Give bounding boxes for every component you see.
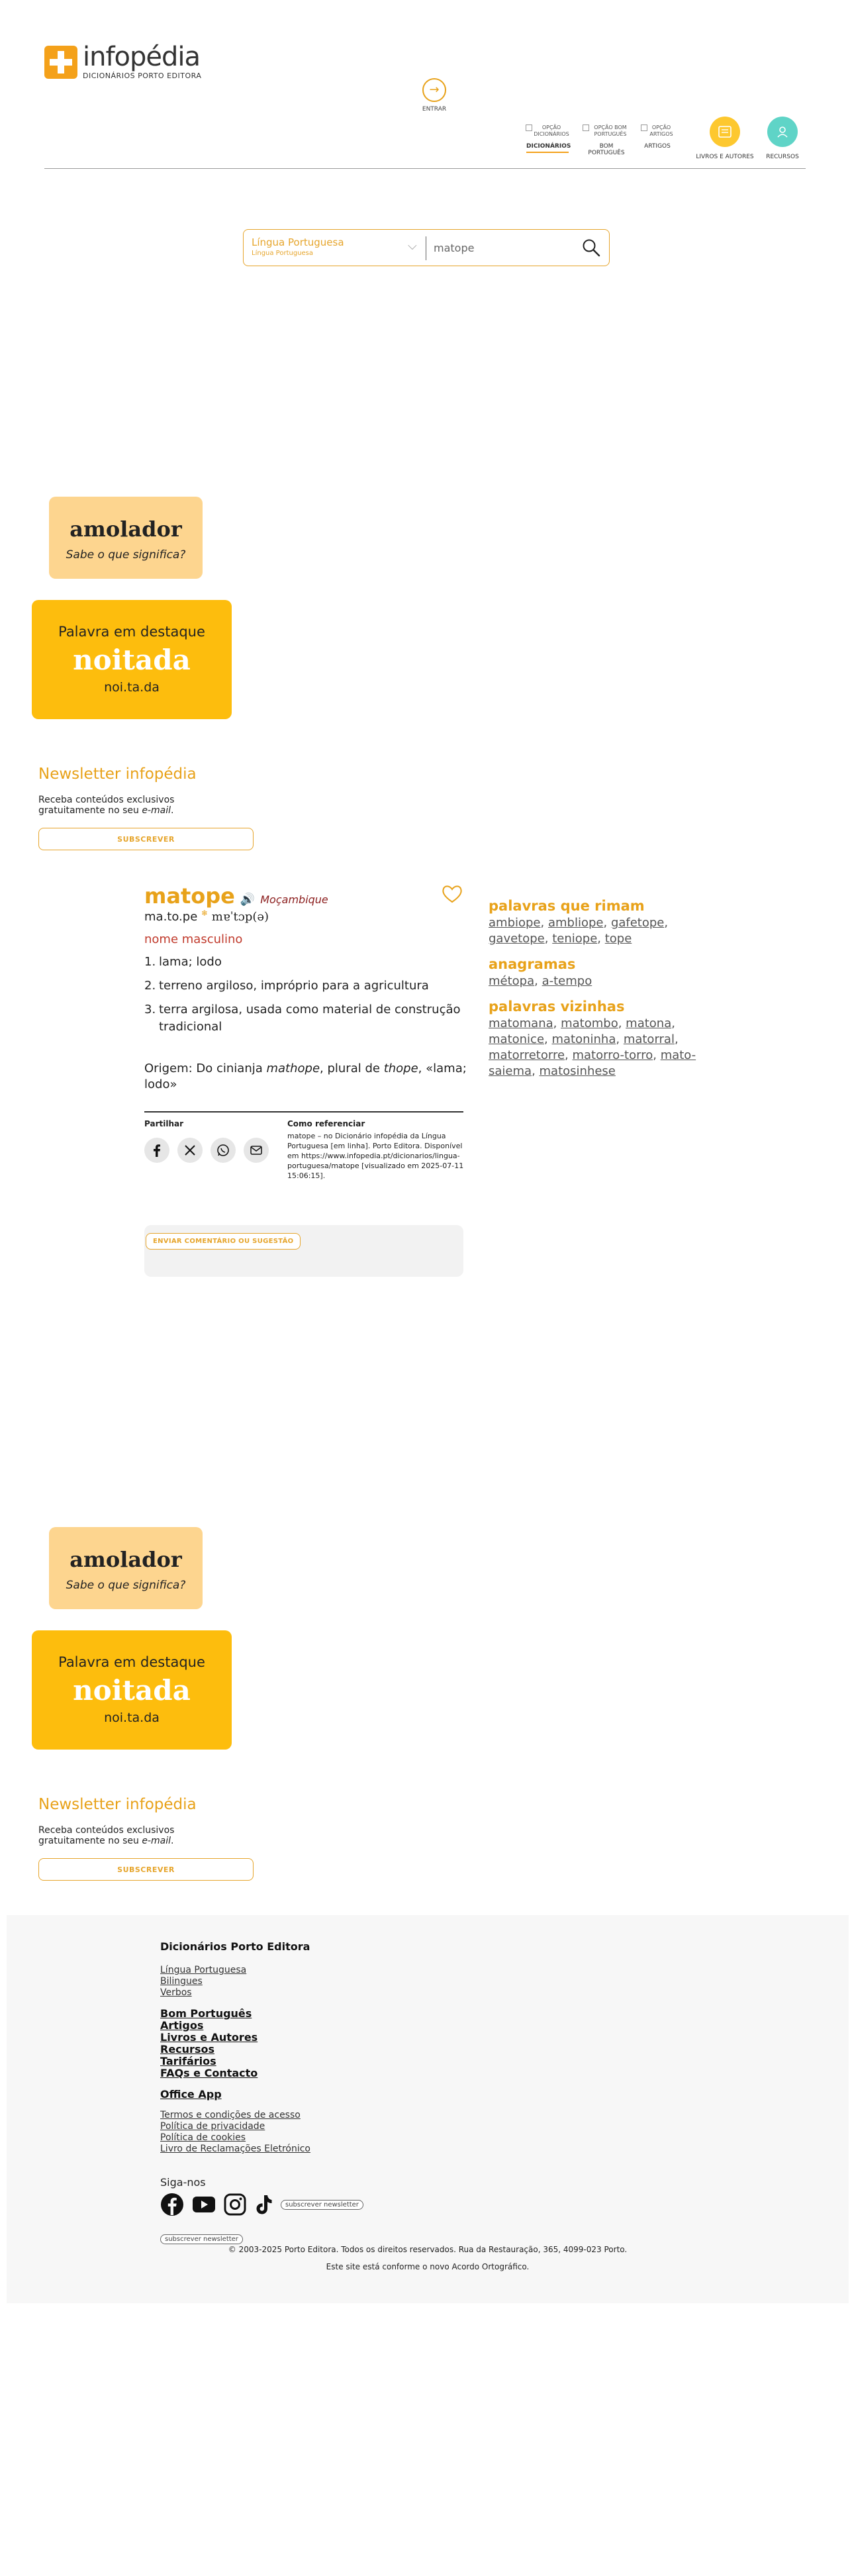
comment-box (144, 1225, 463, 1277)
footer-link[interactable]: Política de privacidade (160, 2121, 265, 2132)
newsletter-subscribe-button[interactable]: SUBSCREVER (38, 1858, 254, 1881)
nav-dictionaries-broken-image: OPÇÃO DICIONÁRIOS (526, 124, 569, 138)
footer-copyright: © 2003-2025 Porto Editora. Todos os direitos reservados. Rua da Restauração, 365, 4099-023 Porto. (228, 2245, 628, 2254)
login-arrow-icon (422, 78, 446, 102)
footer-link[interactable]: Bom Português (160, 2007, 252, 2020)
logo-name: infopédia (83, 42, 201, 72)
entry-sense: 1. lama; lodo (144, 955, 222, 969)
footer-link[interactable]: Livros e Autores (160, 2031, 258, 2044)
footer-link[interactable]: Bilingues (160, 1976, 203, 1987)
search-icon[interactable] (581, 238, 601, 258)
entry-ipa: mɐˈtɔp(ə) (211, 910, 269, 924)
dictionary-select-subvalue: Língua Portuguesa (252, 250, 314, 257)
anagrams-section (489, 956, 714, 989)
entry-sense: 2. terreno argiloso, impróprio para a agricultura (144, 979, 429, 993)
footer-link[interactable]: Termos e condições de acesso (160, 2110, 301, 2120)
featured-word-title: Palavra em destaque (58, 624, 205, 640)
neighbor-link[interactable]: mato-saiema (489, 1048, 696, 1078)
youtube-icon[interactable] (192, 2196, 216, 2213)
stress-marker-icon: ❄ (201, 909, 209, 918)
share-buttons (144, 1138, 269, 1163)
entry-pronunciation (144, 909, 269, 924)
word-of-interest-question: Sabe o que significa? (66, 1579, 186, 1592)
neighbor-link[interactable]: matorral (623, 1032, 675, 1046)
send-comment-button[interactable]: ENVIAR COMENTÁRIO OU SUGESTÃO (146, 1233, 301, 1250)
rhyme-link[interactable]: tope (604, 932, 632, 946)
featured-word-title: Palavra em destaque (58, 1654, 205, 1670)
share-title: Partilhar (144, 1119, 184, 1128)
footer-office-app-link[interactable]: Office App (160, 2088, 222, 2101)
footer-follow-title: Siga-nos (160, 2176, 206, 2189)
footer-main-links (160, 2008, 363, 2079)
site-footer (7, 1915, 849, 2303)
entry-sense: 3. terra argilosa, usada como material de construção tradicional (144, 1003, 461, 1034)
footer-link[interactable]: Livro de Reclamações Eletrónico (160, 2144, 310, 2154)
footer-social-links (160, 2193, 363, 2216)
rhymes-title: palavras que rimam (489, 898, 645, 914)
neighbor-link[interactable]: matorro-torro (572, 1048, 653, 1062)
footer-legal-links (160, 2110, 363, 2155)
footer-link[interactable]: Tarifários (160, 2055, 216, 2067)
dictionary-select[interactable] (252, 236, 344, 257)
footer-office-app (160, 2089, 363, 2101)
neighbors-section (489, 999, 714, 1079)
nav-bom-portugues-label: BOM PORTUGUÊS (588, 143, 625, 156)
citation-title: Como referenciar (287, 1119, 365, 1128)
anagrams-list: métopa, a-tempo (489, 974, 592, 988)
footer-link[interactable]: FAQs e Contacto (160, 2067, 258, 2079)
featured-word-card-2[interactable] (32, 1630, 232, 1750)
featured-word-card[interactable] (32, 600, 232, 719)
nav-artigos[interactable] (641, 124, 674, 150)
neighbor-link[interactable]: matonice (489, 1032, 545, 1046)
footer-newsletter-pill[interactable]: subscrever newsletter (281, 2200, 363, 2210)
entry-origin: Origem: Do cinianja mathope, plural de thope, «lama; lodo» (144, 1062, 467, 1091)
logo-cross-icon (44, 46, 77, 79)
rhyme-link[interactable]: teniope (552, 932, 598, 946)
rhyme-link[interactable]: gavetope (489, 932, 545, 946)
nav-bom-portugues-broken-image: OPÇÃO BOM PORTUGUÊS (583, 124, 630, 138)
header-divider (44, 168, 806, 169)
search-bar (243, 229, 610, 266)
footer-link[interactable]: Artigos (160, 2019, 204, 2032)
neighbor-link[interactable]: matona (626, 1016, 672, 1030)
featured-word-syllables: noi.ta.da (104, 1710, 160, 1725)
entry-grammar: nome masculino (144, 932, 243, 946)
nav-livros-autores[interactable] (695, 117, 755, 160)
favorite-heart-icon[interactable] (441, 884, 463, 904)
footer-link[interactable]: Recursos (160, 2043, 214, 2056)
nav-artigos-label: ARTIGOS (644, 143, 671, 150)
newsletter-subscribe-button[interactable]: SUBSCREVER (38, 828, 254, 850)
word-of-interest-word: amolador (70, 517, 182, 542)
entry-headword: matope (144, 883, 235, 909)
books-icon (710, 117, 740, 147)
featured-word-syllables: noi.ta.da (104, 680, 160, 695)
neighbor-link[interactable]: matomana (489, 1016, 553, 1030)
whatsapp-icon[interactable] (211, 1138, 236, 1163)
anagram-link[interactable]: métopa (489, 974, 535, 988)
speaker-icon[interactable]: 🔊 (240, 893, 256, 907)
featured-word: noitada (73, 1674, 191, 1707)
word-of-interest-question: Sabe o que significa? (66, 548, 186, 562)
newsletter-title: Newsletter infopédia (38, 766, 197, 783)
dictionary-select-value: Língua Portuguesa (252, 236, 344, 248)
newsletter-title: Newsletter infopédia (38, 1796, 197, 1813)
entry-header (144, 883, 328, 909)
footer-title: Dicionários Porto Editora (160, 1940, 310, 1953)
entry-senses (144, 954, 462, 1042)
footer-newsletter-pill-2[interactable]: subscrever newsletter (160, 2234, 243, 2244)
nav-dictionaries-label: DICIONÁRIOS (526, 143, 569, 153)
login-label: ENTRAR (422, 106, 447, 113)
anagram-link[interactable]: a-tempo (542, 974, 592, 988)
facebook-icon[interactable] (160, 2193, 184, 2216)
neighbors-list: matomana, matombo, matona, matonice, matoninha, matorral, matorretorre, matorro-torro, mato-saiema, matosinhese (489, 1016, 696, 1078)
neighbor-link[interactable]: matosinhese (539, 1064, 616, 1078)
footer-link[interactable]: Verbos (160, 1987, 192, 1998)
rhymes-section (489, 898, 714, 947)
citation-block (287, 1119, 466, 1181)
newsletter-section-2 (38, 1796, 254, 1881)
neighbor-link[interactable]: matoninha (551, 1032, 616, 1046)
instagram-icon[interactable] (224, 2193, 246, 2216)
rhymes-list: ambiope, ambliope, gafetope, gavetope, teniope, tope (489, 916, 669, 946)
rhyme-link[interactable]: ambliope (547, 916, 604, 930)
neighbor-link[interactable]: matorretorre (489, 1048, 565, 1062)
rhyme-link[interactable]: gafetope (610, 916, 665, 930)
nav-bom-portugues[interactable] (583, 124, 630, 156)
footer-dictionary-links (160, 1965, 363, 1999)
footer-link[interactable]: Política de cookies (160, 2132, 246, 2143)
entry-divider (144, 1111, 463, 1113)
newsletter-text: Receba conteúdos exclusivos gratuitamente no seu e-mail. (38, 795, 175, 816)
nav-artigos-broken-image: OPÇÃO ARTIGOS (641, 124, 674, 138)
resources-icon (767, 117, 798, 147)
footer-agreement: Este site está conforme o novo Acordo Ortográfico. (326, 2262, 530, 2271)
login-button[interactable] (414, 78, 454, 113)
logo-subtitle: DICIONÁRIOS PORTO EDITORA (83, 72, 202, 80)
email-icon[interactable] (244, 1138, 269, 1163)
featured-word: noitada (73, 644, 191, 676)
nav-dictionaries[interactable] (526, 124, 569, 153)
citation-text: matope – no Dicionário infopédia da Língua Portuguesa [em linha]. Porto Editora. Disponível em https://www.infopedia.pt/dicionarios/lingua-portuguesa/matope [visualizado em 2025-07-11 15:06:15]. (287, 1132, 464, 1180)
tiktok-icon[interactable] (254, 2194, 273, 2215)
footer-link[interactable]: Língua Portuguesa (160, 1965, 247, 1975)
chevron-down-icon[interactable]: ⌵ (408, 239, 417, 253)
entry-syllabification: ma.to.pe (144, 910, 198, 924)
nav-livros-autores-label: LIVROS E AUTORES (696, 154, 754, 160)
neighbors-title: palavras vizinhas (489, 999, 625, 1015)
anagrams-title: anagramas (489, 956, 576, 972)
nav-recursos-label: RECURSOS (766, 154, 799, 160)
rhyme-link[interactable]: ambiope (489, 916, 541, 930)
facebook-icon[interactable] (144, 1138, 169, 1163)
neighbor-link[interactable]: matombo (561, 1016, 618, 1030)
nav-recursos[interactable] (761, 117, 804, 160)
word-of-interest-word: amolador (70, 1547, 182, 1572)
word-of-interest-card-2[interactable] (49, 1527, 203, 1609)
entry-region: Moçambique (260, 893, 328, 906)
word-of-interest-card[interactable] (49, 497, 203, 579)
x-twitter-icon[interactable] (177, 1138, 203, 1163)
newsletter-section (38, 766, 254, 850)
site-logo[interactable] (44, 44, 201, 80)
search-input[interactable] (432, 239, 578, 256)
newsletter-text: Receba conteúdos exclusivos gratuitamente no seu e-mail. (38, 1825, 175, 1846)
